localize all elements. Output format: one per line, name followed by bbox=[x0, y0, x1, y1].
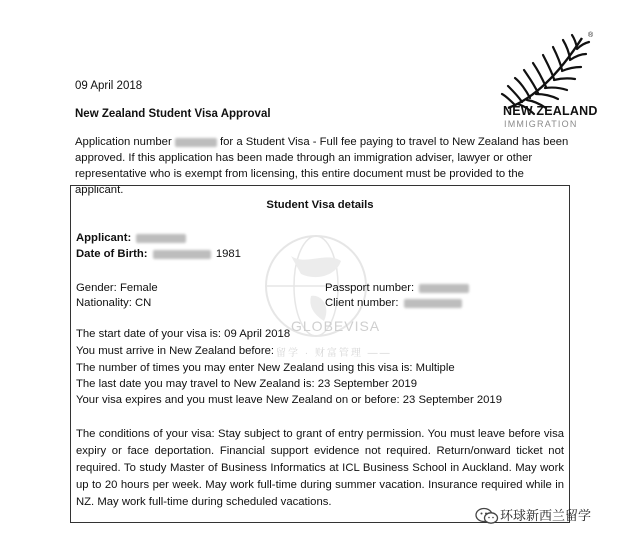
applicant-label: Applicant: bbox=[76, 232, 132, 244]
visa-conditions: The conditions of your visa: Stay subject to grant of entry permission. You must leave before visa expiry or face deportation. Financial support evidence not required. Return/onward ticket not required. To study Master of Business Informatics at ICL Business School in Auckland. May work up to 20 hours per week. May work full-time during summer vacation. Insurance required while in NZ. May work full-time during scheduled vacations. bbox=[76, 428, 564, 508]
wechat-icon bbox=[475, 507, 499, 525]
client-row bbox=[325, 297, 462, 309]
passport-label: Passport number: bbox=[325, 282, 415, 294]
entries-allowed: The number of times you may enter New Zealand using this visa is: Multiple bbox=[76, 362, 455, 374]
dob-row bbox=[76, 248, 241, 260]
redacted-dob bbox=[153, 250, 211, 259]
intro-part1: Application number bbox=[75, 136, 172, 148]
applicant-row bbox=[76, 232, 186, 244]
last-travel-date: The last date you may travel to New Zealand is: 23 September 2019 bbox=[76, 378, 417, 390]
redacted-passport-number bbox=[419, 284, 469, 293]
nationality: Nationality: CN bbox=[76, 297, 152, 309]
visa-expiry: Your visa expires and you must leave New Zealand on or before: 23 September 2019 bbox=[76, 394, 502, 406]
client-label: Client number: bbox=[325, 297, 399, 309]
redacted-applicant-name bbox=[136, 234, 186, 243]
passport-row bbox=[325, 282, 469, 294]
start-date: The start date of your visa is: 09 April 2018 bbox=[76, 328, 291, 340]
watermark-text: GLOBEVISA bbox=[291, 318, 381, 334]
logo-new-zealand: NEW ZEALAND bbox=[503, 104, 598, 118]
logo-immigration: IMMIGRATION bbox=[504, 119, 578, 129]
intro-part2: for a Student Visa - Full fee paying to travel to New Zealand has been approved. If this application has been made through an immigration adviser, lawyer or other representative who is exempt from licensing, this entire document must be provided to the applicant. bbox=[75, 136, 569, 196]
footer-account-label: 环球新西兰留学 bbox=[500, 508, 592, 523]
redacted-client-number bbox=[404, 299, 462, 308]
watermark-subtext: 留学 · 财富管理 —— bbox=[276, 348, 392, 359]
letter-title: New Zealand Student Visa Approval bbox=[75, 108, 271, 120]
arrive-before: You must arrive in New Zealand before: bbox=[76, 345, 275, 357]
dob-label: Date of Birth: bbox=[76, 248, 148, 260]
letter-date: 09 April 2018 bbox=[75, 80, 143, 92]
registered-mark: ® bbox=[588, 32, 594, 39]
gender: Gender: Female bbox=[76, 282, 158, 294]
redacted-application-number bbox=[175, 138, 217, 147]
dob-year: 1981 bbox=[215, 248, 241, 260]
visa-details-box bbox=[70, 185, 570, 523]
details-title: Student Visa details bbox=[266, 199, 374, 211]
